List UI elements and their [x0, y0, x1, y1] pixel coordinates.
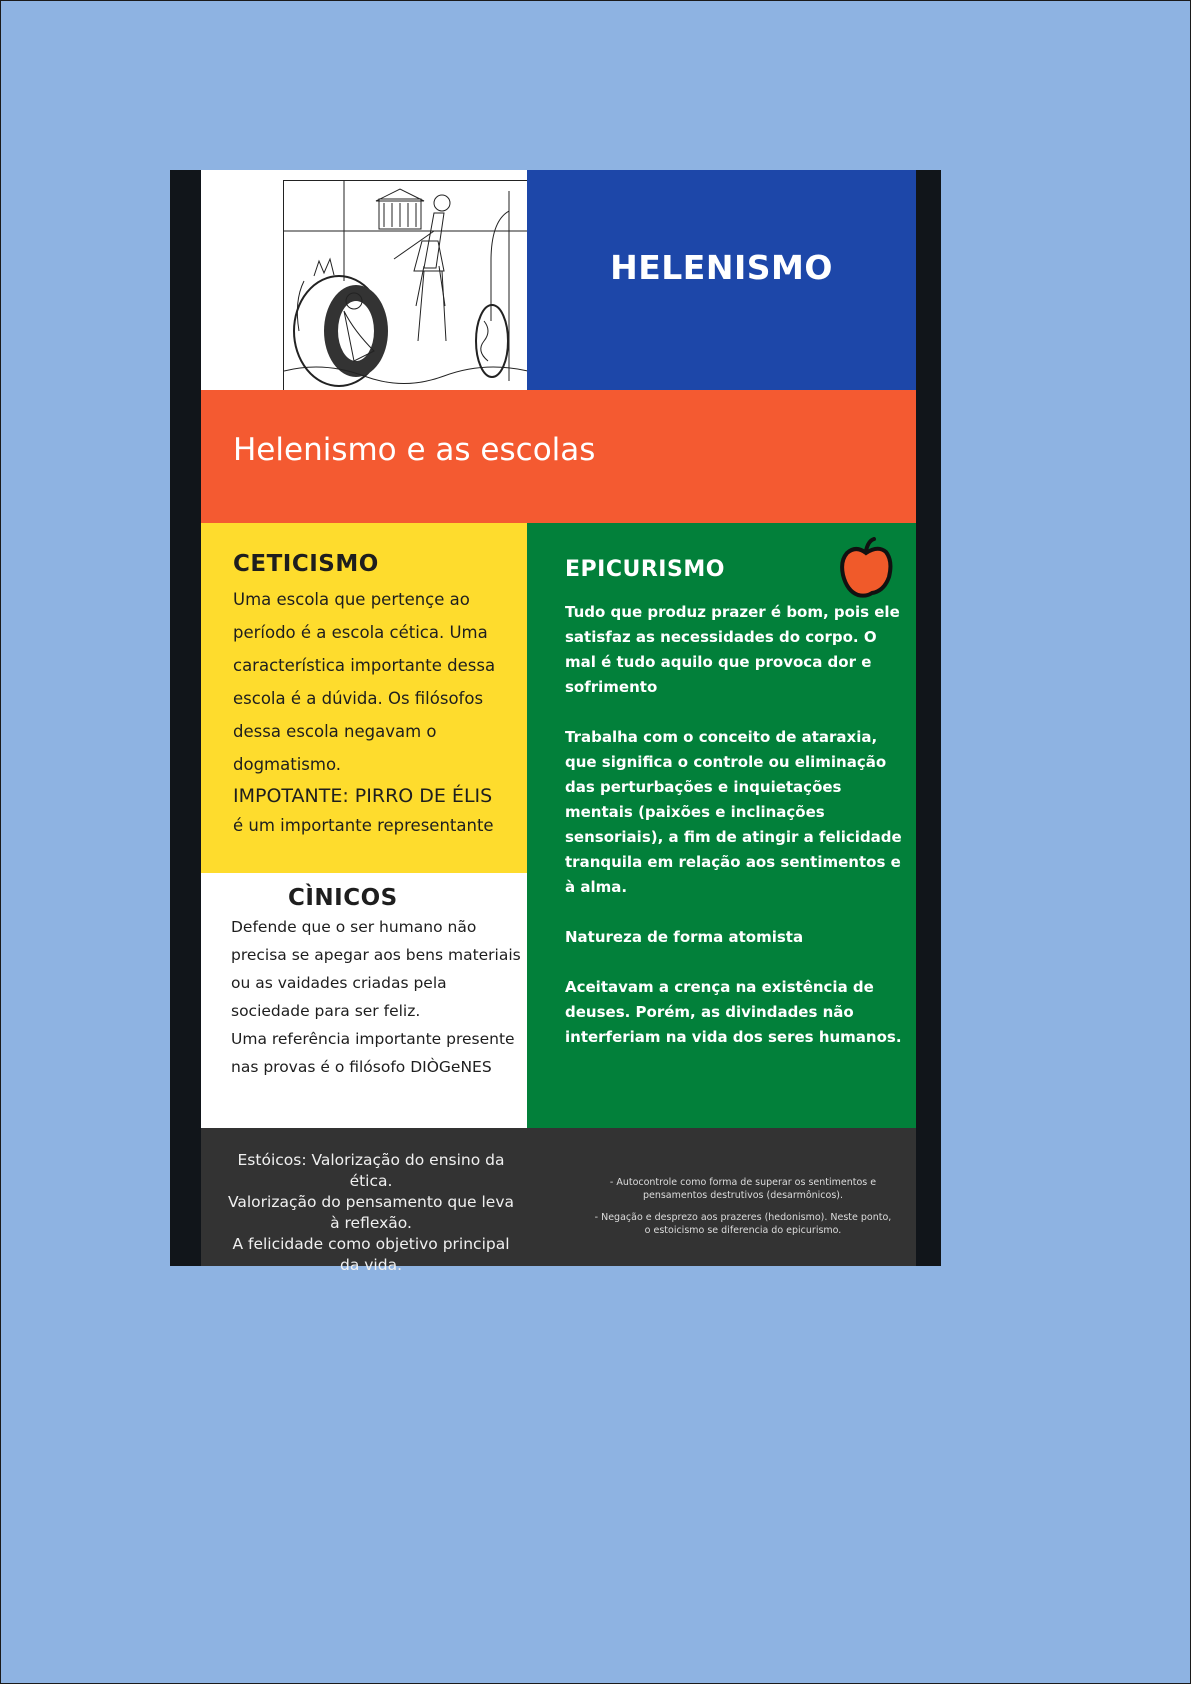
ceticismo-representative: é um importante representante	[233, 816, 494, 835]
ceticismo-line: período é a escola cética. Uma	[233, 623, 488, 642]
cinicos-line: ou as vaidades criadas pela	[231, 974, 447, 992]
cinicos-line: nas provas é o filósofo DIÒGeNES	[231, 1058, 492, 1076]
illustration-area	[201, 170, 527, 390]
ceticismo-line: escola é a dúvida. Os filósofos	[233, 689, 484, 708]
estoicos-point: - Negação e desprezo aos prazeres (hedonismo). Neste ponto, o estoicismo se diferencia do epicurismo.	[594, 1212, 892, 1236]
estoicos-section	[201, 1128, 916, 1274]
page-title: HELENISMO	[610, 248, 833, 287]
poster-right-strip	[916, 170, 941, 1266]
ceticismo-line: dogmatismo.	[233, 755, 341, 774]
cinicos-line: sociedade para ser feliz.	[231, 1002, 421, 1020]
cinicos-line: precisa se apegar aos bens materiais	[231, 946, 521, 964]
ceticismo-important: IMPOTANTE: PIRRO DE ÉLIS	[233, 785, 493, 807]
ceticismo-heading: CETICISMO	[233, 551, 379, 577]
epicurismo-paragraph: Natureza de forma atomista	[565, 928, 804, 946]
estoicos-summary	[221, 1150, 521, 1276]
epicurismo-paragraph: Tudo que produz prazer é bom, pois ele satisfaz as necessidades do corpo. O mal é tudo aquilo que provoca dor e sofrimento	[565, 603, 900, 696]
cinicos-heading: CÌNICOS	[288, 885, 398, 911]
estoicos-line: A felicidade como objetivo principal da vida.	[232, 1235, 510, 1274]
cinicos-line: Defende que o ser humano não	[231, 918, 477, 936]
poster	[170, 170, 941, 1274]
estoicos-points	[593, 1176, 893, 1246]
subtitle-block	[201, 390, 916, 523]
cinicos-text	[231, 913, 527, 1081]
illustration-diogenes-image	[283, 180, 529, 395]
apple-icon	[838, 537, 894, 599]
epicurismo-paragraph: Trabalha com o conceito de ataraxia, que significa o controle ou eliminação das perturbações e inquietações mentais (paixões e inclinações sensoriais), a fim de atingir a felicidade tranquila em relação aos sentimentos e à alma.	[565, 728, 902, 896]
ceticismo-text	[233, 583, 527, 781]
cinicos-line: Uma referência importante presente	[231, 1030, 515, 1048]
page-subtitle: Helenismo e as escolas	[233, 432, 596, 468]
epicurismo-section	[527, 523, 916, 1128]
ceticismo-line: característica importante dessa	[233, 656, 496, 675]
cinicos-section	[201, 873, 527, 1128]
estoicos-line: Estóicos: Valorização do ensino da ética.	[237, 1151, 505, 1190]
ceticismo-section	[201, 523, 527, 873]
estoicos-point: - Autocontrole como forma de superar os sentimentos e pensamentos destrutivos (desarmônicos).	[609, 1177, 877, 1201]
poster-left-strip	[170, 170, 201, 1266]
estoicos-line: Valorização do pensamento que leva à reflexão.	[227, 1193, 515, 1232]
epicurismo-paragraph: Aceitavam a crença na existência de deuses. Porém, as divindades não interferiam na vida dos seres humanos.	[565, 978, 902, 1046]
title-block	[527, 170, 916, 390]
epicurismo-heading: EPICURISMO	[565, 557, 725, 582]
ceticismo-line: Uma escola que pertençe ao	[233, 590, 470, 609]
ceticismo-line: dessa escola negavam o	[233, 722, 437, 741]
